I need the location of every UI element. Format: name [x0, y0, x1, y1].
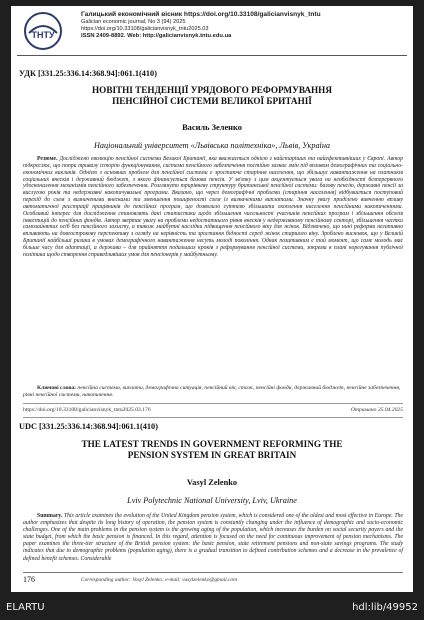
title-uk-line2: ПЕНСІЙНОЇ СИСТЕМИ ВЕЛИКОЇ БРИТАНІЇ — [112, 95, 312, 106]
title-en — [31, 439, 393, 460]
viewer-footer — [0, 598, 424, 620]
article-doi-link[interactable]: https://doi.org/10.33108/galicianvisnyk_tntu2025.03.176 — [23, 407, 151, 413]
keywords-uk — [23, 385, 403, 398]
title-en-line2: PENSION SYSTEM IN GREAT BRITAIN — [127, 449, 297, 460]
abstract-uk — [23, 156, 403, 259]
repository-label: ELARTU — [6, 602, 45, 613]
received-date: Отримано 25.04.2025 — [350, 407, 403, 413]
issue-doi: https://doi.org/10.33108/galicianvisnyk_tntu2025.03 — [81, 26, 209, 32]
affiliation-en: Lviv Polytechnic National University, Lviv, Ukraine — [127, 496, 297, 505]
affiliation-uk: Національний університет «Львівська політехніка», Львів, Україна — [93, 141, 330, 150]
title-uk-line1: НОВІТНІ ТЕНДЕНЦІЇ УРЯДОВОГО РЕФОРМУВАННЯ — [92, 85, 332, 95]
journal-header — [11, 6, 413, 54]
handle-label: hdl:lib/49952 — [352, 602, 418, 613]
abstract-uk-label: Резюме. — [37, 156, 58, 162]
udc-en: UDC [331.25:336.14:368.94]:061.1(410) — [19, 422, 158, 431]
keywords-uk-label: Ключові слова: — [37, 385, 77, 391]
footnote-divider — [23, 572, 403, 573]
journal-title: Галицький економічний вісник https://doi.org/10.33108/galicianvisnyk_tntu — [81, 11, 321, 18]
title-en-line1: THE LATEST TRENDS IN GOVERNMENT REFORMING THE — [81, 439, 343, 449]
journal-subtitle: Galician economic journal, No 3 (94) 2025 — [81, 19, 186, 25]
abstract-en — [23, 513, 403, 563]
title-uk — [31, 85, 393, 106]
udc-uk: УДК [331.25:336.14:368.94]:061.1(410) — [19, 69, 157, 78]
doi-row — [23, 407, 403, 413]
document-page — [11, 6, 413, 592]
abstract-uk-text: Досліджено еволюцію пенсійної системи Великої Британії, яка вважається однією з найстаріших та найефективніших у Європі. Автор підкреслює, що попри тривалу історію функціонування, система пенсійного забезпечення постійно зазнає змін під впливом демографічних та соціально-економічних викликів. Однією з основних проблем для пенсійної системи є зростаюче старіння населення, що збільшує навантаження на платників соціальних внесків і державний бюджет, з якого фінансується базова пенсія. У зв'язку з цим акцентується увага на необхідності безперервного удосконалення механізмів пенсійного забезпечення. Розглянуто трирівневу структуру британської пенсійної системи: базову пенсію, державні пенсії за вислугою років та недержавні накопичувальні програми. Вказано, що через демографічні проблеми (старіння населення) відбувається поступовий перехід до схем з визначеними внесками та зменшення поширеності схем із визначеними виплатами. Значну увагу приділено вивченню впливу автоматичної реєстрації працівників до пенсійних програм, що дозволило суттєво збільшити охоплення населення пенсійними накопиченнями. Особливий інтерес для дослідження становлять дані статистики щодо збільшення чисельності учасників пенсійних програм і збільшення обсягів інвестицій до пенсійних фондів. Автор звертає увагу на проблеми недостатнього рівня внесків у недержавному пенсійному секторі, збільшення частки самозайнятих осіб без пенсійного захисту, а також майбутні наслідки підвищення пенсійного віку для жінок. Відзначено, що нині реформи негативно впливають на довгострокову перспективу з огляду на нерівність та зростання бідності серед жінок старшого віку. Зроблено висновок, що у Великій Британії найбільші ризики в умовах демографічного навантаження несуть молоді покоління. Однак позитивним є той момент, що саме молодь має більше часу для адаптації, а держава – для прийняття подальших кроків з реформування пенсійної системи, зокрема в плані корегування публічної політики щодо створення справедливіших умов для пенсіонерів у майбутньому. — [23, 156, 403, 258]
author-uk: Василь Зеленко — [182, 123, 242, 132]
header-divider — [17, 55, 407, 56]
section-divider-top — [23, 403, 403, 404]
university-logo-icon — [23, 11, 63, 51]
author-en: Vasyl Zelenko — [186, 478, 238, 487]
page-number: 176 — [23, 575, 35, 584]
section-divider-bottom — [23, 417, 403, 418]
keywords-uk-text: пенсійна система, виплати, демографічна ситуація, пенсійний вік, стаж, пенсійні фонди, державний бюджет, пенсійне забезпечення, рівні пенсійної системи, накопичення. — [23, 385, 401, 398]
issn-web: ISSN 2409-8892. Web: http://galicianvisnyk.tntu.edu.ua — [81, 33, 232, 39]
logo-text: ТНТУ — [31, 30, 55, 40]
abstract-en-label: Summary. — [37, 513, 63, 519]
corresponding-author: Corresponding author: Vasyl Zelenko; e-mail: vasylzelenko@gmail.com — [81, 577, 237, 583]
journal-info — [81, 11, 401, 40]
abstract-en-text: This article examines the evolution of the United Kingdom pension system, which is considered one of the oldest and most effective in Europe. The author emphasizes that despite its long history of operation, the pension system is constantly changing under the influence of demographic and socio-economic challenges. One of the main problems in the pension system is the growing aging of the population, which increases the burden on social security payers and the state budget, from which the basic pension is financed. In this regard, attention is focused on the need for continuous improvement of pension mechanisms. The paper examines the three-tier structure of the British pension system: the basic pension, state retirement pensions and non-state savings programs. The study indicates that due to demographic problems (population aging), there is a gradual transition to defined contribution schemes and a decrease in the prevalence of defined benefit schemes. Considerable — [23, 513, 403, 562]
